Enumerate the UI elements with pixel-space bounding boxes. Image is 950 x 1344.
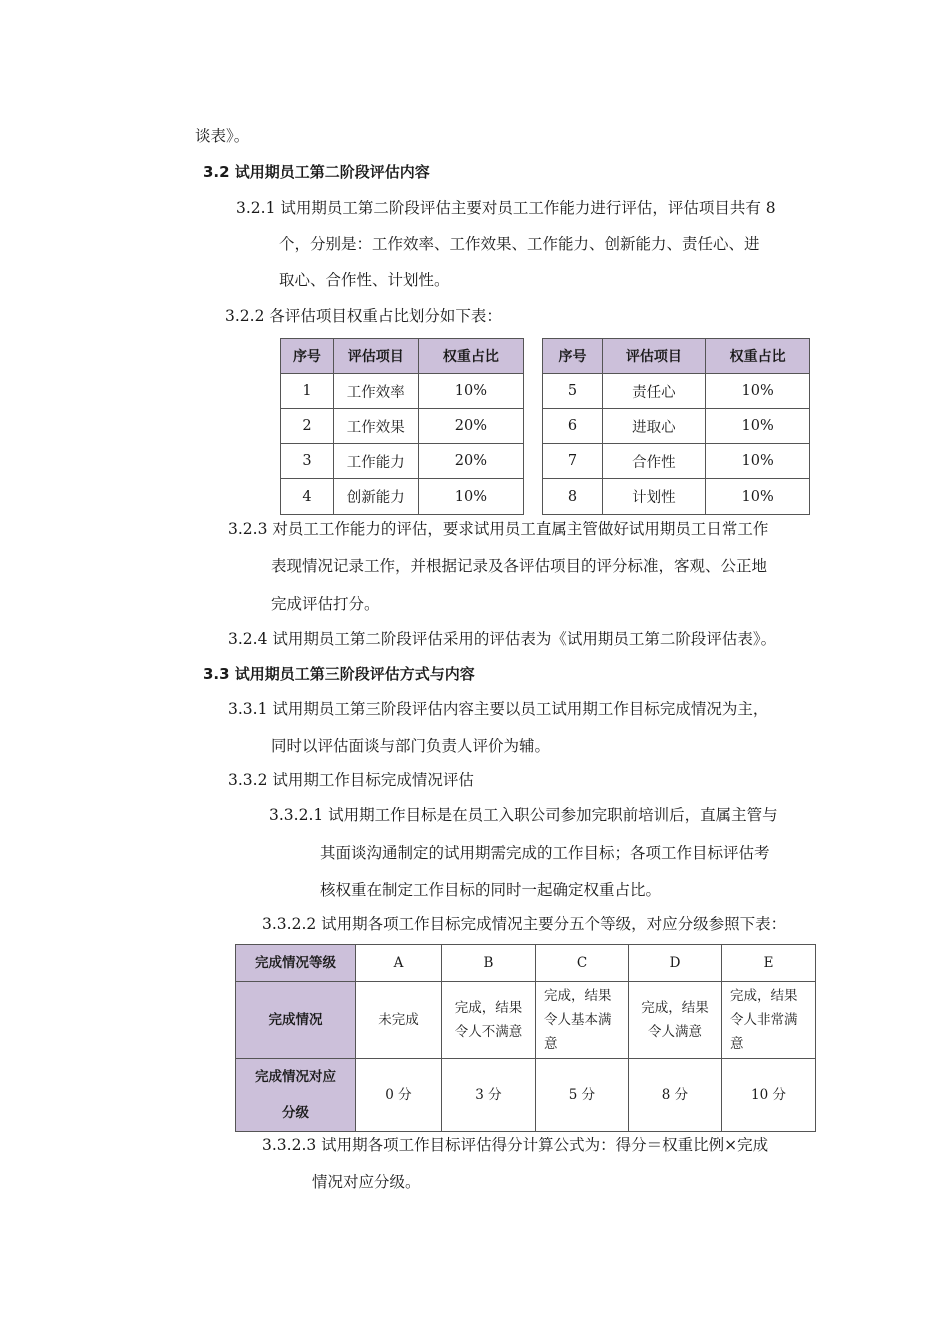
weight-cell: 合作性 — [602, 444, 706, 479]
status-cell: 未完成 — [356, 982, 442, 1059]
paragraph-3-2-3: 3.2.3 对员工工作能力的评估，要求试用员工直属主管做好试用期员工日常工作 — [228, 520, 769, 538]
table-row — [281, 409, 810, 444]
weight-header: 权重占比 — [706, 339, 810, 374]
section-heading-3-3: 3.3 试用期员工第三阶段评估方式与内容 — [203, 665, 475, 683]
table-row — [281, 479, 810, 515]
weight-cell: 1 — [281, 374, 334, 409]
table-row — [281, 444, 810, 479]
weight-cell: 20% — [418, 444, 524, 479]
score-cell: 10 分 — [722, 1059, 816, 1132]
weight-cell: 10% — [706, 444, 810, 479]
weight-cell: 4 — [281, 479, 334, 515]
weight-cell: 5 — [543, 374, 602, 409]
grade-cell: D — [629, 945, 722, 982]
status-cell: 完成，结果令人非常满意 — [722, 982, 816, 1059]
weight-cell: 3 — [281, 444, 334, 479]
weight-cell: 10% — [418, 374, 524, 409]
status-cell: 完成，结果令人基本满意 — [536, 982, 629, 1059]
weight-cell: 6 — [543, 409, 602, 444]
paragraph-3-3-2-3: 3.3.2.3 试用期各项工作目标评估得分计算公式为：得分＝权重比例×完成 — [262, 1136, 769, 1154]
weight-cell: 2 — [281, 409, 334, 444]
table-row — [236, 1059, 816, 1132]
weight-cell: 10% — [706, 409, 810, 444]
weight-header: 权重占比 — [418, 339, 524, 374]
grade-cell: B — [442, 945, 536, 982]
table-row — [236, 945, 816, 982]
paragraph-3-2-3-end: 完成评估打分。 — [271, 595, 380, 613]
section-heading-3-2: 3.2 试用期员工第二阶段评估内容 — [203, 163, 430, 181]
status-cell: 完成，结果令人不满意 — [442, 982, 536, 1059]
weight-cell: 工作能力 — [333, 444, 418, 479]
weight-cell: 进取心 — [602, 409, 706, 444]
paragraph-3-2-3-cont: 表现情况记录工作，并根据记录及各评估项目的评分标准，客观、公正地 — [271, 557, 768, 575]
table-row — [236, 982, 816, 1059]
score-cell: 3 分 — [442, 1059, 536, 1132]
weight-cell: 责任心 — [602, 374, 706, 409]
table-gap — [524, 409, 543, 444]
weight-table — [280, 338, 810, 515]
paragraph-3-2-1-end: 取心、合作性、计划性。 — [279, 271, 450, 289]
paragraph-3-2-4: 3.2.4 试用期员工第二阶段评估采用的评估表为《试用期员工第二阶段评估表》。 — [228, 630, 777, 648]
paragraph-3-2-2: 3.2.2 各评估项目权重占比划分如下表： — [225, 307, 502, 325]
table-gap — [524, 339, 543, 374]
weight-cell: 计划性 — [602, 479, 706, 515]
paragraph-3-3-2: 3.3.2 试用期工作目标完成情况评估 — [228, 771, 474, 789]
paragraph-3-2-1: 3.2.1 试用期员工第二阶段评估主要对员工工作能力进行评估，评估项目共有 8 — [236, 199, 776, 217]
weight-cell: 10% — [706, 374, 810, 409]
weight-cell: 工作效率 — [333, 374, 418, 409]
paragraph-3-3-2-1-cont: 其面谈沟通制定的试用期需完成的工作目标；各项工作目标评估考 — [320, 844, 770, 862]
weight-cell: 20% — [418, 409, 524, 444]
score-row-header: 完成情况对应分级 — [236, 1059, 356, 1132]
grade-row-header: 完成情况等级 — [236, 945, 356, 982]
paragraph-3-3-2-1: 3.3.2.1 试用期工作目标是在员工入职公司参加完职前培训后，直属主管与 — [269, 806, 778, 824]
grade-cell: E — [722, 945, 816, 982]
weight-cell: 工作效果 — [333, 409, 418, 444]
weight-header: 序号 — [281, 339, 334, 374]
grade-cell: A — [356, 945, 442, 982]
score-cell: 5 分 — [536, 1059, 629, 1132]
score-cell: 8 分 — [629, 1059, 722, 1132]
weight-cell: 创新能力 — [333, 479, 418, 515]
table-row — [281, 374, 810, 409]
continued-text: 谈表》。 — [195, 127, 250, 145]
paragraph-3-2-1-cont: 个，分别是：工作效率、工作效果、工作能力、创新能力、责任心、进 — [279, 235, 760, 253]
paragraph-3-3-2-1-end: 核权重在制定工作目标的同时一起确定权重占比。 — [320, 881, 662, 899]
weight-cell: 10% — [418, 479, 524, 515]
table-gap — [524, 444, 543, 479]
paragraph-3-3-2-2: 3.3.2.2 试用期各项工作目标完成情况主要分五个等级，对应分级参照下表： — [262, 915, 787, 933]
paragraph-3-3-1-cont: 同时以评估面谈与部门负责人评价为辅。 — [271, 737, 551, 755]
weight-header: 评估项目 — [602, 339, 706, 374]
paragraph-3-3-1: 3.3.1 试用期员工第三阶段评估内容主要以员工试用期工作目标完成情况为主， — [228, 700, 769, 718]
weight-cell: 8 — [543, 479, 602, 515]
weight-cell: 7 — [543, 444, 602, 479]
weight-header: 序号 — [543, 339, 602, 374]
status-row-header: 完成情况 — [236, 982, 356, 1059]
status-cell: 完成，结果令人满意 — [629, 982, 722, 1059]
table-gap — [524, 374, 543, 409]
weight-cell: 10% — [706, 479, 810, 515]
weight-header: 评估项目 — [333, 339, 418, 374]
grade-table — [235, 944, 816, 1132]
score-cell: 0 分 — [356, 1059, 442, 1132]
grade-cell: C — [536, 945, 629, 982]
table-gap — [524, 479, 543, 515]
paragraph-3-3-2-3-end: 情况对应分级。 — [312, 1173, 421, 1191]
